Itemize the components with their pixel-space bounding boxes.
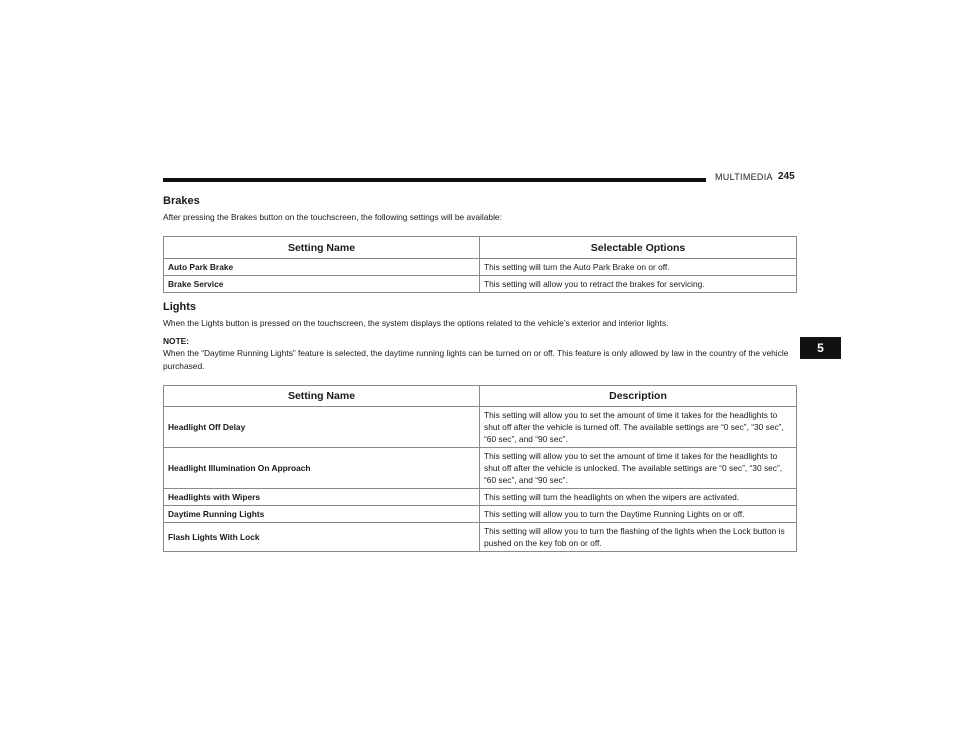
setting-name-cell: Flash Lights With Lock — [164, 523, 480, 552]
setting-name-cell: Daytime Running Lights — [164, 506, 480, 523]
setting-name-cell: Headlight Off Delay — [164, 407, 480, 448]
table-row — [164, 276, 797, 293]
brakes-table — [163, 236, 797, 293]
lights-heading: Lights — [163, 301, 196, 313]
setting-name-cell: Auto Park Brake — [164, 259, 480, 276]
column-header-selectable-options: Selectable Options — [480, 237, 797, 259]
table-row — [164, 489, 797, 506]
setting-desc-cell: This setting will turn the Auto Park Brake on or off. — [480, 259, 797, 276]
table-row — [164, 448, 797, 489]
setting-name-cell: Brake Service — [164, 276, 480, 293]
setting-desc-cell: This setting will allow you to turn the Daytime Running Lights on or off. — [480, 506, 797, 523]
page-number: 245 — [778, 171, 795, 182]
setting-desc-cell: This setting will allow you to retract the brakes for servicing. — [480, 276, 797, 293]
column-header-setting-name: Setting Name — [164, 386, 480, 407]
table-row — [164, 506, 797, 523]
header-rule — [163, 178, 706, 182]
table-row — [164, 259, 797, 276]
setting-desc-cell: This setting will allow you to turn the flashing of the lights when the Lock button is pushed on the key fob on or off. — [480, 523, 797, 552]
page-content — [163, 194, 797, 552]
brakes-intro: After pressing the Brakes button on the touchscreen, the following settings will be available: — [163, 212, 502, 222]
chapter-tab: 5 — [800, 337, 841, 359]
note-label: NOTE: — [163, 336, 190, 346]
table-header-row — [164, 386, 797, 407]
brakes-heading: Brakes — [163, 195, 200, 207]
section-label: MULTIMEDIA — [715, 172, 773, 182]
note-text: When the “Daytime Running Lights” feature is selected, the daytime running lights can be turned on or off. This feature is only allowed by law in the country of the vehicle purchased. — [163, 348, 789, 371]
column-header-description: Description — [480, 386, 797, 407]
table-row — [164, 523, 797, 552]
table-row — [164, 407, 797, 448]
setting-name-cell: Headlights with Wipers — [164, 489, 480, 506]
column-header-setting-name: Setting Name — [164, 237, 480, 259]
lights-intro: When the Lights button is pressed on the touchscreen, the system displays the options related to the vehicle’s exterior and interior lights. — [163, 318, 669, 328]
lights-table — [163, 385, 797, 552]
setting-name-cell: Headlight Illumination On Approach — [164, 448, 480, 489]
table-header-row — [164, 237, 797, 259]
setting-desc-cell: This setting will turn the headlights on when the wipers are activated. — [480, 489, 797, 506]
setting-desc-cell: This setting will allow you to set the amount of time it takes for the headlights to shut off after the vehicle is unlocked. The available settings are “0 sec”, “30 sec”, “60 sec”, and “90 sec”. — [480, 448, 797, 489]
setting-desc-cell: This setting will allow you to set the amount of time it takes for the headlights to shut off after the vehicle is turned off. The available settings are “0 sec”, “30 sec”, “60 sec”, and “90 sec”. — [480, 407, 797, 448]
